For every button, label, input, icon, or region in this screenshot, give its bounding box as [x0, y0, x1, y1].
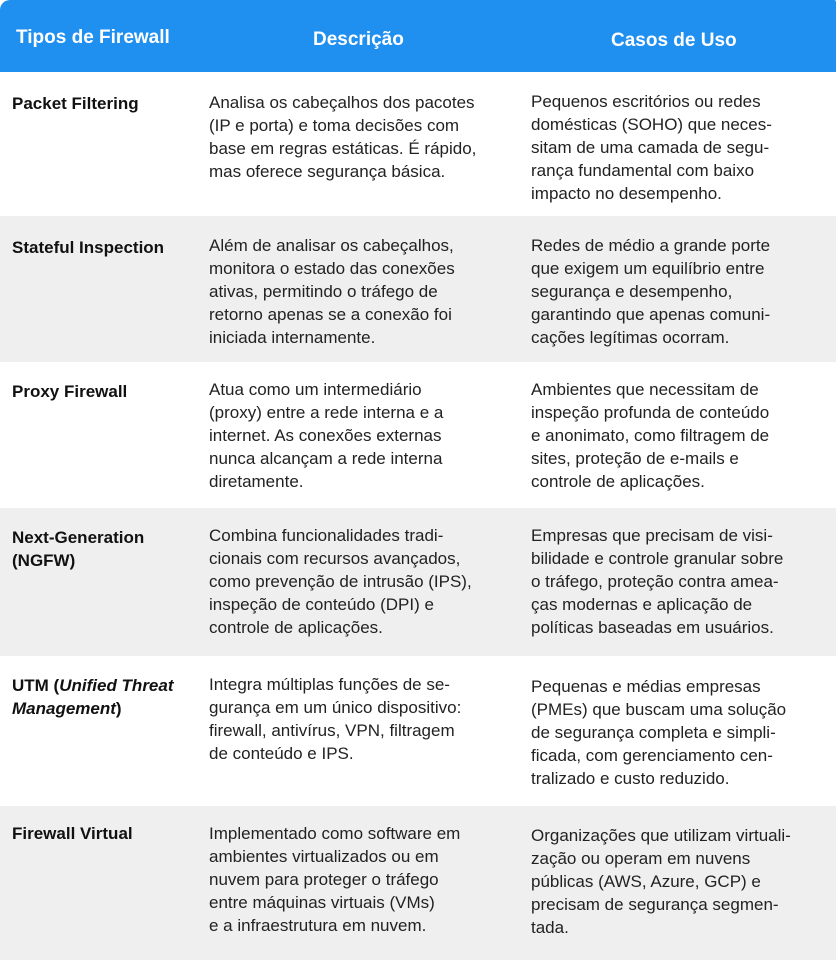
header-col-use-cases: Casos de Uso — [611, 30, 737, 51]
firewall-type-name: Next-Generation — [12, 528, 145, 547]
use-case-line: controle de aplicações. — [531, 472, 705, 491]
description-line: (IP e porta) e toma decisões com — [209, 116, 460, 135]
description-line: controle de aplicações. — [209, 618, 383, 637]
use-case-line: Pequenos escritórios ou redes — [531, 92, 761, 111]
description-line: retorno apenas se a conexão foi — [209, 305, 452, 324]
use-case-line: segurança e desempenho, — [531, 282, 733, 301]
use-case-line: tada. — [531, 918, 569, 937]
description-line: base em regras estáticas. É rápido, — [209, 139, 477, 158]
use-case-line: (PMEs) que buscam uma solução — [531, 700, 787, 719]
use-case-line: e anonimato, como filtragem de — [531, 426, 770, 445]
use-case-line: Organizações que utilizam virtuali- — [531, 826, 791, 845]
table-row — [0, 216, 836, 362]
description-line: diretamente. — [209, 472, 304, 491]
firewall-type-name — [12, 674, 174, 697]
header-col-types: Tipos de Firewall — [16, 27, 170, 48]
firewall-type-name: Firewall Virtual — [12, 824, 133, 843]
description-line: internet. As conexões externas — [209, 426, 442, 445]
firewall-type-cell — [12, 380, 127, 403]
firewall-type-cell — [12, 822, 133, 845]
use-case-line: inspeção profunda de conteúdo — [531, 403, 770, 422]
table-header — [0, 0, 836, 72]
description-cell — [209, 673, 461, 765]
use-case-cell — [531, 524, 783, 639]
use-case-line: ças modernas e aplicação de — [531, 595, 753, 614]
description-cell — [209, 378, 443, 493]
firewall-type-name: Proxy Firewall — [12, 382, 128, 401]
use-case-line: que exigem um equilíbrio entre — [531, 259, 765, 278]
description-line: iniciada internamente. — [209, 328, 376, 347]
use-case-cell — [531, 378, 769, 493]
description-line: como prevenção de intrusão (IPS), — [209, 572, 472, 591]
use-case-line: domésticas (SOHO) que neces- — [531, 115, 772, 134]
description-line: Integra múltiplas funções de se- — [209, 675, 450, 694]
firewall-type-name: (NGFW) — [12, 551, 76, 570]
use-case-line: tralizado e custo reduzido. — [531, 769, 730, 788]
utm-italic-line1: Unified Threat — [59, 676, 174, 695]
table-row — [0, 656, 836, 806]
description-line: monitora o estado das conexões — [209, 259, 455, 278]
use-case-cell — [531, 824, 791, 939]
use-case-line: o tráfego, proteção contra amea- — [531, 572, 779, 591]
use-case-line: Redes de médio a grande porte — [531, 236, 771, 255]
use-case-line: garantindo que apenas comuni- — [531, 305, 771, 324]
header-col-description: Descrição — [313, 29, 404, 50]
description-line: de conteúdo e IPS. — [209, 744, 354, 763]
utm-italic-line2: Management — [12, 699, 116, 718]
description-line: entre máquinas virtuais (VMs) — [209, 893, 435, 912]
description-cell — [209, 524, 472, 639]
description-line: (proxy) entre a rede interna e a — [209, 403, 444, 422]
description-line: nuvem para proteger o tráfego — [209, 870, 439, 889]
description-line: firewall, antivírus, VPN, filtragem — [209, 721, 455, 740]
firewall-type-cell — [12, 674, 174, 720]
use-case-line: zação ou operam em nuvens — [531, 849, 751, 868]
use-case-line: bilidade e controle granular sobre — [531, 549, 784, 568]
description-line: mas oferece segurança básica. — [209, 162, 446, 181]
description-cell — [209, 91, 476, 183]
description-line: Combina funcionalidades tradi- — [209, 526, 444, 545]
description-line: Além de analisar os cabeçalhos, — [209, 236, 454, 255]
use-case-line: Ambientes que necessitam de — [531, 380, 759, 399]
description-line: Atua como um intermediário — [209, 380, 422, 399]
firewall-type-cell — [12, 526, 144, 572]
table-row — [0, 362, 836, 508]
use-case-line: de segurança completa e simpli- — [531, 723, 776, 742]
use-case-line: cações legítimas ocorram. — [531, 328, 730, 347]
use-case-line: impacto no desempenho. — [531, 184, 722, 203]
description-cell — [209, 822, 460, 937]
description-line: gurança em um único dispositivo: — [209, 698, 462, 717]
use-case-line: ficada, com gerenciamento cen- — [531, 746, 773, 765]
use-case-line: sites, proteção de e-mails e — [531, 449, 739, 468]
description-cell — [209, 234, 455, 349]
utm-prefix: UTM ( — [12, 676, 60, 695]
utm-suffix: ) — [115, 699, 122, 718]
firewall-type-cell — [12, 236, 164, 259]
description-line: ativas, permitindo o tráfego de — [209, 282, 438, 301]
use-case-line: políticas baseadas em usuários. — [531, 618, 774, 637]
use-case-cell — [531, 234, 770, 349]
use-case-line: sitam de uma camada de segu- — [531, 138, 770, 157]
description-line: Implementado como software em — [209, 824, 461, 843]
use-case-line: Pequenas e médias empresas — [531, 677, 761, 696]
description-line: nunca alcançam a rede interna — [209, 449, 443, 468]
firewall-type-name — [12, 697, 174, 720]
use-case-cell — [531, 90, 772, 205]
description-line: inspeção de conteúdo (DPI) e — [209, 595, 434, 614]
description-line: Analisa os cabeçalhos dos pacotes — [209, 93, 475, 112]
use-case-cell — [531, 675, 786, 790]
table-row — [0, 806, 836, 960]
description-line: ambientes virtualizados ou em — [209, 847, 439, 866]
use-case-line: precisam de segurança segmen- — [531, 895, 779, 914]
firewall-type-cell — [12, 92, 139, 115]
use-case-line: Empresas que precisam de visi- — [531, 526, 773, 545]
description-line: cionais com recursos avançados, — [209, 549, 461, 568]
firewall-type-name: Packet Filtering — [12, 94, 139, 113]
table-row — [0, 508, 836, 656]
table-row — [0, 72, 836, 216]
description-line: e a infraestrutura em nuvem. — [209, 916, 427, 935]
firewall-type-name: Stateful Inspection — [12, 238, 165, 257]
use-case-line: públicas (AWS, Azure, GCP) e — [531, 872, 761, 891]
use-case-line: rança fundamental com baixo — [531, 161, 755, 180]
